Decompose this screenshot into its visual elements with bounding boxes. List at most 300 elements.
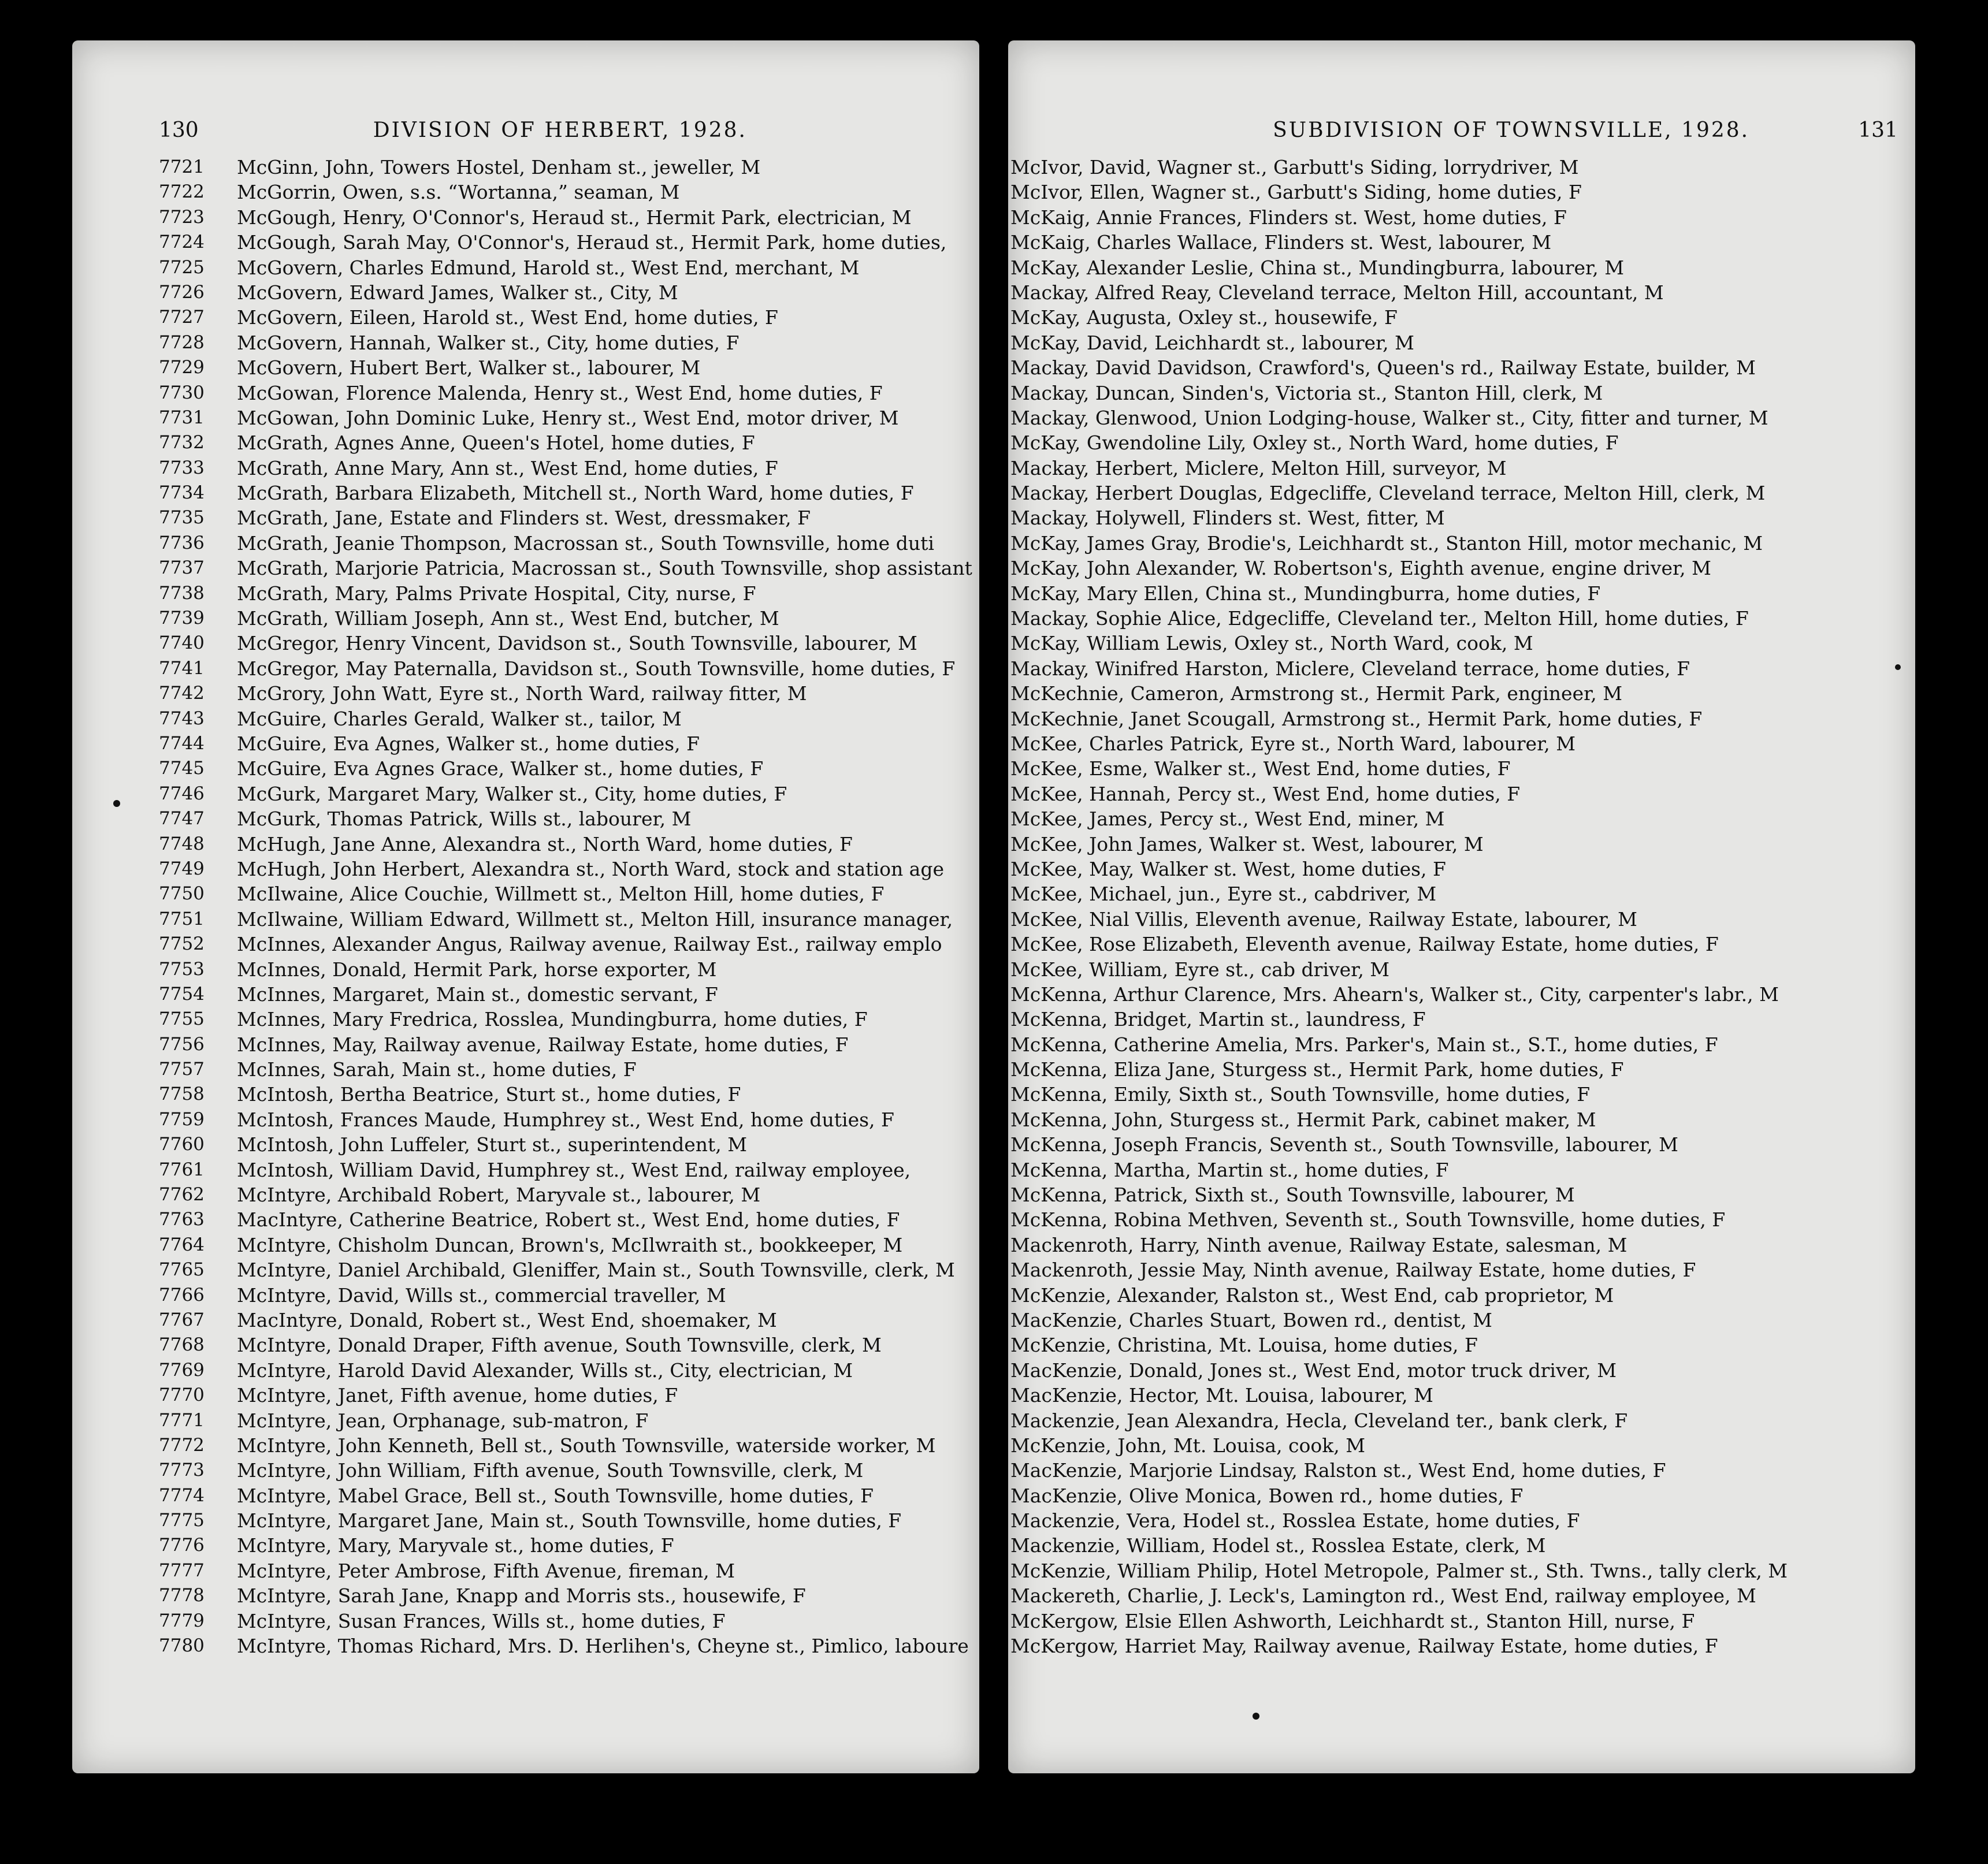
- roll-entry: [159, 706, 979, 731]
- roll-entry: [159, 405, 979, 430]
- entry-text: McGregor, May Paternalla, Davidson st., South Townsville, home duties, F: [237, 657, 956, 680]
- roll-entry: [1008, 957, 1909, 982]
- roll-entry: [1008, 1308, 1909, 1333]
- entry-number: 7762: [159, 1184, 205, 1206]
- entry-text: McIntyre, Mary, Maryvale st., home duties, F: [237, 1534, 674, 1557]
- roll-entry: [159, 1132, 979, 1157]
- roll-entry: [1008, 1458, 1909, 1483]
- entry-text: MacKenzie, Charles Stuart, Bowen rd., dentist, M: [1010, 1308, 1492, 1331]
- roll-entry: [159, 430, 979, 455]
- entry-text: McIntyre, David, Wills st., commercial traveller, M: [237, 1283, 726, 1307]
- roll-entry: [1008, 531, 1909, 556]
- roll-entry: [159, 756, 979, 781]
- roll-entry: [159, 1333, 979, 1357]
- entry-number: 7769: [159, 1359, 205, 1381]
- roll-entry: [159, 656, 979, 681]
- entry-number: 7774: [159, 1484, 205, 1506]
- roll-entry: [159, 907, 979, 932]
- entry-text: McIntyre, John William, Fifth avenue, South Townsville, clerk, M: [237, 1459, 864, 1482]
- entry-number: 7729: [159, 357, 205, 378]
- right-page: [1008, 40, 1915, 1773]
- roll-entry: [1008, 1057, 1909, 1082]
- entry-number: 7741: [159, 657, 205, 679]
- entry-number: 7749: [159, 858, 205, 879]
- entry-number: 7767: [159, 1309, 205, 1330]
- roll-entry: [159, 857, 979, 881]
- roll-entry: [159, 581, 979, 606]
- entry-number: 7760: [159, 1134, 205, 1155]
- entry-text: Mackenzie, Vera, Hodel st., Rosslea Estate, home duties, F: [1010, 1509, 1580, 1532]
- roll-entry: [159, 881, 979, 906]
- roll-entry: [1008, 1283, 1909, 1308]
- roll-entry: [159, 456, 979, 481]
- entry-number: 7759: [159, 1108, 205, 1130]
- roll-entry: [159, 1007, 979, 1032]
- roll-entry: [1008, 1433, 1909, 1458]
- roll-entry: [159, 481, 979, 505]
- entry-text: McIntosh, William David, Humphrey st., West End, railway employee,: [237, 1158, 911, 1181]
- roll-entry: [1008, 1483, 1909, 1508]
- entry-text: Mackay, Winifred Harston, Miclere, Cleveland terrace, home duties, F: [1010, 657, 1690, 680]
- entry-text: MacKenzie, Marjorie Lindsay, Ralston st., West End, home duties, F: [1010, 1459, 1666, 1482]
- entry-text: Mackay, Glenwood, Union Lodging-house, Walker st., City, fitter and turner, M: [1010, 406, 1768, 429]
- entry-number: 7766: [159, 1284, 205, 1305]
- roll-entry: [1008, 205, 1909, 230]
- roll-entry: [159, 1609, 979, 1634]
- entry-text: McInnes, Donald, Hermit Park, horse exporter, M: [237, 958, 717, 981]
- book-gutter: [976, 35, 1011, 1779]
- roll-entry: [1008, 681, 1909, 706]
- entry-text: McKenna, Arthur Clarence, Mrs. Ahearn's, Walker st., City, carpenter's labr., M: [1010, 983, 1779, 1006]
- roll-entry: [159, 731, 979, 756]
- entry-number: 7722: [159, 181, 205, 203]
- roll-entry: [1008, 881, 1909, 906]
- entry-text: McKee, Rose Elizabeth, Eleventh avenue, Railway Estate, home duties, F: [1010, 933, 1719, 956]
- entry-text: McKee, Esme, Walker st., West End, home duties, F: [1010, 757, 1511, 780]
- roll-entry: [159, 531, 979, 556]
- roll-entry: [159, 957, 979, 982]
- roll-entry: [159, 155, 979, 180]
- roll-entry: [159, 932, 979, 957]
- entry-number: 7754: [159, 983, 205, 1004]
- roll-entry: [159, 330, 979, 355]
- entry-text: McKay, Alexander Leslie, China st., Mundingburra, labourer, M: [1010, 256, 1624, 279]
- entry-number: 7734: [159, 482, 205, 504]
- entry-text: McGovern, Hubert Bert, Walker st., labourer, M: [237, 356, 701, 380]
- entry-text: McKay, David, Leichhardt st., labourer, M: [1010, 331, 1414, 354]
- entry-text: McInnes, Mary Fredrica, Rosslea, Mundingburra, home duties, F: [237, 1008, 868, 1031]
- entry-text: McKenna, Catherine Amelia, Mrs. Parker's, Main st., S.T., home duties, F: [1010, 1033, 1718, 1056]
- entry-text: McKee, John James, Walker st. West, labourer, M: [1010, 832, 1484, 855]
- entry-text: McIvor, David, Wagner st., Garbutt's Siding, lorrydriver, M: [1010, 156, 1579, 178]
- entry-text: MacIntyre, Catherine Beatrice, Robert st., West End, home duties, F: [237, 1208, 900, 1231]
- roll-entry: [159, 255, 979, 280]
- entry-number: 7746: [159, 783, 205, 804]
- roll-entry: [1008, 606, 1909, 631]
- entry-text: Mackenroth, Jessie May, Ninth avenue, Railway Estate, home duties, F: [1010, 1259, 1696, 1282]
- entry-text: MacKenzie, Olive Monica, Bowen rd., home duties, F: [1010, 1484, 1523, 1507]
- roll-entry: [159, 1483, 979, 1508]
- entry-text: McGovern, Charles Edmund, Harold st., West End, merchant, M: [237, 256, 860, 279]
- roll-entry: [1008, 1533, 1909, 1558]
- roll-entry: [159, 681, 979, 706]
- roll-entry: [1008, 1558, 1909, 1583]
- entry-text: McInnes, May, Railway avenue, Railway Estate, home duties, F: [237, 1033, 849, 1056]
- entry-text: McGregor, Henry Vincent, Davidson st., South Townsville, labourer, M: [237, 632, 917, 655]
- roll-entry: [159, 1182, 979, 1207]
- entry-text: McInnes, Alexander Angus, Railway avenue, Railway Est., railway emplo: [237, 933, 942, 956]
- entry-number: 7730: [159, 382, 205, 403]
- entry-text: McKaig, Charles Wallace, Flinders st. West, labourer, M: [1010, 231, 1552, 254]
- roll-entry: [1008, 581, 1909, 606]
- entry-text: McIntyre, Chisholm Duncan, Brown's, McIlwraith st., bookkeeper, M: [237, 1233, 903, 1256]
- roll-entry: [1008, 481, 1909, 505]
- running-head: SUBDIVISION OF TOWNSVILLE, 1928.: [1273, 118, 1750, 142]
- entry-number: 7750: [159, 883, 205, 905]
- entry-number: 7780: [159, 1635, 205, 1657]
- roll-entry: [1008, 806, 1909, 831]
- entry-text: McIvor, Ellen, Wagner st., Garbutt's Siding, home duties, F: [1010, 181, 1582, 204]
- entry-number: 7740: [159, 633, 205, 654]
- roll-entry: [159, 1233, 979, 1257]
- roll-entry: [159, 1508, 979, 1533]
- entry-text: McKenna, Patrick, Sixth st., South Townsville, labourer, M: [1010, 1184, 1575, 1207]
- entry-text: McIntyre, Susan Frances, Wills st., home duties, F: [237, 1609, 726, 1632]
- entry-text: McInnes, Sarah, Main st., home duties, F: [237, 1058, 637, 1081]
- roll-entry: [1008, 1182, 1909, 1207]
- entry-text: McGovern, Eileen, Harold st., West End, home duties, F: [237, 306, 778, 329]
- entry-text: McGovern, Edward James, Walker st., City, M: [237, 281, 678, 304]
- entry-text: McIntyre, Archibald Robert, Maryvale st., labourer, M: [237, 1184, 761, 1207]
- running-head: DIVISION OF HERBERT, 1928.: [373, 118, 747, 142]
- entry-number: 7778: [159, 1585, 205, 1606]
- entry-number: 7776: [159, 1535, 205, 1556]
- entry-text: Mackenroth, Harry, Ninth avenue, Railway Estate, salesman, M: [1010, 1233, 1627, 1256]
- entry-text: McKee, May, Walker st. West, home duties, F: [1010, 857, 1446, 880]
- entry-text: McKenna, Emily, Sixth st., South Townsville, home duties, F: [1010, 1083, 1591, 1106]
- entry-number: 7752: [159, 933, 205, 955]
- entry-number: 7764: [159, 1234, 205, 1255]
- roll-entry: [159, 1283, 979, 1308]
- roll-entry: [1008, 1508, 1909, 1533]
- entry-text: McGrath, Marjorie Patricia, Macrossan st., South Townsville, shop assistant: [237, 557, 972, 580]
- roll-entry: [1008, 405, 1909, 430]
- roll-entry: [1008, 1107, 1909, 1132]
- page-number: 131: [1858, 118, 1898, 142]
- entry-number: 7735: [159, 507, 205, 529]
- entry-number: 7757: [159, 1059, 205, 1080]
- roll-entry: [159, 631, 979, 656]
- entry-text: McGurk, Margaret Mary, Walker st., City, home duties, F: [237, 782, 787, 805]
- entry-text: Mackay, Herbert Douglas, Edgecliffe, Cleveland terrace, Melton Hill, clerk, M: [1010, 482, 1766, 505]
- entry-number: 7726: [159, 281, 205, 303]
- entry-text: McKergow, Elsie Ellen Ashworth, Leichhardt st., Stanton Hill, nurse, F: [1010, 1609, 1695, 1632]
- entry-text: McIntyre, John Kenneth, Bell st., South Townsville, waterside worker, M: [237, 1434, 936, 1457]
- entry-number: 7772: [159, 1434, 205, 1456]
- roll-entry: [1008, 330, 1909, 355]
- roll-entry: [159, 832, 979, 857]
- roll-entry: [1008, 857, 1909, 881]
- roll-entry: [159, 1458, 979, 1483]
- entry-number: 7765: [159, 1259, 205, 1281]
- entry-number: 7736: [159, 532, 205, 553]
- entry-text: McKee, Nial Villis, Eleventh avenue, Railway Estate, labourer, M: [1010, 907, 1637, 931]
- entry-text: Mackenzie, William, Hodel st., Rosslea Estate, clerk, M: [1010, 1534, 1546, 1557]
- roll-entry: [159, 1583, 979, 1608]
- roll-entry: [159, 782, 979, 806]
- entry-text: McKenzie, Alexander, Ralston st., West End, cab proprietor, M: [1010, 1283, 1614, 1307]
- entry-text: Mackay, Herbert, Miclere, Melton Hill, surveyor, M: [1010, 456, 1507, 479]
- entry-text: MacKenzie, Donald, Jones st., West End, motor truck driver, M: [1010, 1359, 1617, 1382]
- roll-entry: [1008, 280, 1909, 305]
- entry-text: McGrory, John Watt, Eyre st., North Ward, railway fitter, M: [237, 682, 807, 705]
- roll-entry: [159, 1358, 979, 1383]
- roll-entry: [1008, 1158, 1909, 1182]
- entry-text: McGough, Henry, O'Connor's, Heraud st., Hermit Park, electrician, M: [237, 206, 912, 229]
- entry-text: McIntyre, Donald Draper, Fifth avenue, South Townsville, clerk, M: [237, 1334, 882, 1357]
- roll-entry: [159, 556, 979, 581]
- entry-text: Mackereth, Charlie, J. Leck's, Lamington rd., West End, railway employee, M: [1010, 1584, 1756, 1608]
- roll-entry: [159, 1158, 979, 1182]
- entry-number: 7743: [159, 708, 205, 729]
- entry-text: McKenna, Robina Methven, Seventh st., South Townsville, home duties, F: [1010, 1208, 1726, 1231]
- page-number: 130: [159, 118, 199, 142]
- roll-entry: [159, 505, 979, 530]
- entry-text: McKenzie, John, Mt. Louisa, cook, M: [1010, 1434, 1366, 1457]
- entry-text: McGovern, Hannah, Walker st., City, home duties, F: [237, 331, 740, 354]
- roll-entry: [1008, 1032, 1909, 1057]
- entry-number: 7732: [159, 432, 205, 453]
- ink-speck: [1895, 664, 1901, 670]
- roll-entry: [159, 1433, 979, 1458]
- entry-number: 7731: [159, 407, 205, 428]
- entry-number: 7771: [159, 1409, 205, 1431]
- entry-number: 7742: [159, 683, 205, 704]
- entry-number: 7773: [159, 1460, 205, 1481]
- entry-text: McGuire, Eva Agnes Grace, Walker st., home duties, F: [237, 757, 764, 780]
- entry-text: McIntyre, Daniel Archibald, Gleniffer, Main st., South Townsville, clerk, M: [237, 1259, 955, 1282]
- roll-entry: [159, 1533, 979, 1558]
- entry-number: 7763: [159, 1209, 205, 1230]
- entry-text: McKenna, Martha, Martin st., home duties, F: [1010, 1158, 1449, 1181]
- entry-text: McKenzie, William Philip, Hotel Metropole, Palmer st., Sth. Twns., tally clerk, M: [1010, 1559, 1788, 1582]
- entry-text: McKay, William Lewis, Oxley st., North Ward, cook, M: [1010, 632, 1533, 655]
- roll-entry: [1008, 1132, 1909, 1157]
- entry-number: 7728: [159, 332, 205, 353]
- roll-entry: [1008, 907, 1909, 932]
- roll-entry: [1008, 1609, 1909, 1634]
- entry-text: McGrath, William Joseph, Ann st., West End, butcher, M: [237, 607, 779, 630]
- entry-text: Mackay, Alfred Reay, Cleveland terrace, Melton Hill, accountant, M: [1010, 281, 1664, 304]
- entry-text: McIntyre, Thomas Richard, Mrs. D. Herlihen's, Cheyne st., Pimlico, laboure: [237, 1635, 969, 1658]
- entry-text: McGinn, John, Towers Hostel, Denham st., jeweller, M: [237, 156, 761, 178]
- entry-text: Mackay, Sophie Alice, Edgecliffe, Cleveland ter., Melton Hill, home duties, F: [1010, 607, 1749, 630]
- roll-entry: [159, 230, 979, 255]
- roll-entry: [1008, 305, 1909, 330]
- entry-text: McKechnie, Janet Scougall, Armstrong st., Hermit Park, home duties, F: [1010, 707, 1703, 730]
- roll-entry: [159, 280, 979, 305]
- entry-text: McGuire, Eva Agnes, Walker st., home duties, F: [237, 732, 700, 755]
- roll-entry: [1008, 1257, 1909, 1282]
- entry-text: Mackay, Duncan, Sinden's, Victoria st., Stanton Hill, clerk, M: [1010, 381, 1603, 404]
- roll-entry: [159, 1207, 979, 1232]
- entry-text: McKechnie, Cameron, Armstrong st., Hermit Park, engineer, M: [1010, 682, 1623, 705]
- electoral-roll-list: [159, 155, 979, 1658]
- roll-entry: [1008, 180, 1909, 204]
- entry-number: 7751: [159, 908, 205, 929]
- roll-entry: [159, 355, 979, 380]
- entry-number: 7755: [159, 1009, 205, 1030]
- entry-text: McGough, Sarah May, O'Connor's, Heraud st., Hermit Park, home duties,: [237, 231, 947, 254]
- entry-text: McKenna, Eliza Jane, Sturgess st., Hermit Park, home duties, F: [1010, 1058, 1624, 1081]
- left-page-header: [159, 110, 956, 150]
- entry-text: McKee, Charles Patrick, Eyre st., North Ward, labourer, M: [1010, 732, 1575, 755]
- entry-text: Mackay, Holywell, Flinders st. West, fitter, M: [1010, 507, 1445, 530]
- entry-text: McIntosh, Frances Maude, Humphrey st., West End, home duties, F: [237, 1108, 894, 1131]
- entry-text: McGowan, Florence Malenda, Henry st., West End, home duties, F: [237, 381, 883, 404]
- roll-entry: [159, 1308, 979, 1333]
- roll-entry: [1008, 1233, 1909, 1257]
- roll-entry: [159, 1257, 979, 1282]
- roll-entry: [1008, 631, 1909, 656]
- entry-text: Mackay, David Davidson, Crawford's, Queen's rd., Railway Estate, builder, M: [1010, 356, 1756, 380]
- entry-text: McIntyre, Mabel Grace, Bell st., South Townsville, home duties, F: [237, 1484, 874, 1507]
- entry-text: McKee, William, Eyre st., cab driver, M: [1010, 958, 1390, 981]
- left-page: [72, 40, 979, 1773]
- entry-number: 7744: [159, 732, 205, 754]
- entry-text: McGrath, Jeanie Thompson, Macrossan st., South Townsville, home duti: [237, 531, 934, 555]
- roll-entry: [159, 180, 979, 204]
- entry-text: McKay, Gwendoline Lily, Oxley st., North Ward, home duties, F: [1010, 431, 1619, 455]
- entry-text: McGrath, Agnes Anne, Queen's Hotel, home duties, F: [237, 431, 755, 455]
- entry-number: 7747: [159, 808, 205, 829]
- entry-number: 7753: [159, 958, 205, 980]
- roll-entry: [1008, 355, 1909, 380]
- entry-text: McHugh, John Herbert, Alexandra st., North Ward, stock and station age: [237, 857, 945, 880]
- roll-entry: [159, 305, 979, 330]
- roll-entry: [1008, 782, 1909, 806]
- entry-number: 7758: [159, 1084, 205, 1105]
- entry-text: McIntosh, Bertha Beatrice, Sturt st., home duties, F: [237, 1083, 741, 1106]
- roll-entry: [1008, 556, 1909, 581]
- electoral-roll-list: [1008, 155, 1909, 1658]
- entry-text: McInnes, Margaret, Main st., domestic servant, F: [237, 983, 718, 1006]
- entry-text: MacIntyre, Donald, Robert st., West End, shoemaker, M: [237, 1308, 777, 1331]
- entry-number: 7748: [159, 833, 205, 854]
- entry-number: 7721: [159, 157, 205, 177]
- entry-number: 7768: [159, 1334, 205, 1356]
- entry-text: McIntyre, Peter Ambrose, Fifth Avenue, fireman, M: [237, 1559, 735, 1582]
- entry-text: McKenzie, Christina, Mt. Louisa, home duties, F: [1010, 1334, 1478, 1357]
- entry-number: 7737: [159, 557, 205, 579]
- entry-text: McGrath, Jane, Estate and Flinders st. West, dressmaker, F: [237, 507, 811, 530]
- entry-text: McHugh, Jane Anne, Alexandra st., North Ward, home duties, F: [237, 832, 853, 855]
- roll-entry: [1008, 1333, 1909, 1357]
- entry-text: McIntyre, Margaret Jane, Main st., South Townsville, home duties, F: [237, 1509, 902, 1532]
- entry-number: 7727: [159, 307, 205, 328]
- roll-entry: [1008, 832, 1909, 857]
- entry-text: McIlwaine, William Edward, Willmett st., Melton Hill, insurance manager,: [237, 907, 953, 931]
- roll-entry: [1008, 1007, 1909, 1032]
- entry-number: 7756: [159, 1033, 205, 1055]
- entry-number: 7779: [159, 1610, 205, 1631]
- roll-entry: [159, 982, 979, 1007]
- entry-text: McKee, Hannah, Percy st., West End, home duties, F: [1010, 782, 1521, 805]
- roll-entry: [1008, 706, 1909, 731]
- roll-entry: [159, 1408, 979, 1433]
- roll-entry: [159, 205, 979, 230]
- entry-text: McKenna, John, Sturgess st., Hermit Park, cabinet maker, M: [1010, 1108, 1596, 1131]
- roll-entry: [1008, 155, 1909, 180]
- entry-text: McKay, Mary Ellen, China st., Mundingburra, home duties, F: [1010, 582, 1601, 605]
- roll-entry: [1008, 255, 1909, 280]
- entry-text: McKee, James, Percy st., West End, miner, M: [1010, 808, 1445, 831]
- roll-entry: [1008, 230, 1909, 255]
- entry-text: McGowan, John Dominic Luke, Henry st., West End, motor driver, M: [237, 406, 899, 429]
- entry-number: 7723: [159, 206, 205, 228]
- entry-number: 7777: [159, 1560, 205, 1581]
- entry-number: 7745: [159, 758, 205, 779]
- roll-entry: [1008, 505, 1909, 530]
- right-page-header: [1129, 110, 1898, 150]
- entry-number: 7775: [159, 1510, 205, 1531]
- roll-entry: [1008, 731, 1909, 756]
- entry-text: McKaig, Annie Frances, Flinders st. West, home duties, F: [1010, 206, 1567, 229]
- roll-entry: [1008, 1207, 1909, 1232]
- entry-number: 7770: [159, 1385, 205, 1406]
- roll-entry: [159, 1082, 979, 1107]
- entry-number: 7724: [159, 232, 205, 253]
- roll-entry: [1008, 1583, 1909, 1608]
- roll-entry: [159, 1558, 979, 1583]
- roll-entry: [1008, 932, 1909, 957]
- entry-text: McGrath, Anne Mary, Ann st., West End, home duties, F: [237, 456, 778, 479]
- roll-entry: [1008, 1082, 1909, 1107]
- roll-entry: [159, 1383, 979, 1408]
- entry-text: McKergow, Harriet May, Railway avenue, Railway Estate, home duties, F: [1010, 1635, 1718, 1658]
- entry-text: McIntosh, John Luffeler, Sturt st., superintendent, M: [237, 1133, 748, 1156]
- entry-text: McIntyre, Harold David Alexander, Wills st., City, electrician, M: [237, 1359, 853, 1382]
- entry-number: 7761: [159, 1159, 205, 1180]
- entry-number: 7733: [159, 457, 205, 478]
- entry-text: McGrath, Mary, Palms Private Hospital, City, nurse, F: [237, 582, 756, 605]
- entry-text: McKenna, Bridget, Martin st., laundress, F: [1010, 1008, 1426, 1031]
- entry-text: MacKenzie, Hector, Mt. Louisa, labourer, M: [1010, 1384, 1433, 1407]
- roll-entry: [159, 1057, 979, 1082]
- entry-number: 7739: [159, 608, 205, 629]
- roll-entry: [159, 1634, 979, 1658]
- entry-text: McIntyre, Janet, Fifth avenue, home duties, F: [237, 1384, 678, 1407]
- roll-entry: [1008, 982, 1909, 1007]
- entry-text: McGorrin, Owen, s.s. “Wortanna,” seaman, M: [237, 181, 680, 204]
- roll-entry: [159, 1032, 979, 1057]
- roll-entry: [1008, 756, 1909, 781]
- entry-text: McKay, James Gray, Brodie's, Leichhardt st., Stanton Hill, motor mechanic, M: [1010, 531, 1763, 555]
- roll-entry: [1008, 1358, 1909, 1383]
- roll-entry: [1008, 656, 1909, 681]
- entry-text: McKee, Michael, jun., Eyre st., cabdriver, M: [1010, 883, 1437, 906]
- entry-number: 7738: [159, 582, 205, 604]
- entry-text: McKenna, Joseph Francis, Seventh st., South Townsville, labourer, M: [1010, 1133, 1678, 1156]
- roll-entry: [159, 381, 979, 405]
- roll-entry: [159, 606, 979, 631]
- roll-entry: [1008, 1383, 1909, 1408]
- ink-speck: [113, 800, 120, 807]
- entry-text: McGrath, Barbara Elizabeth, Mitchell st., North Ward, home duties, F: [237, 482, 914, 505]
- roll-entry: [159, 1107, 979, 1132]
- roll-entry: [1008, 381, 1909, 405]
- entry-number: 7725: [159, 256, 205, 278]
